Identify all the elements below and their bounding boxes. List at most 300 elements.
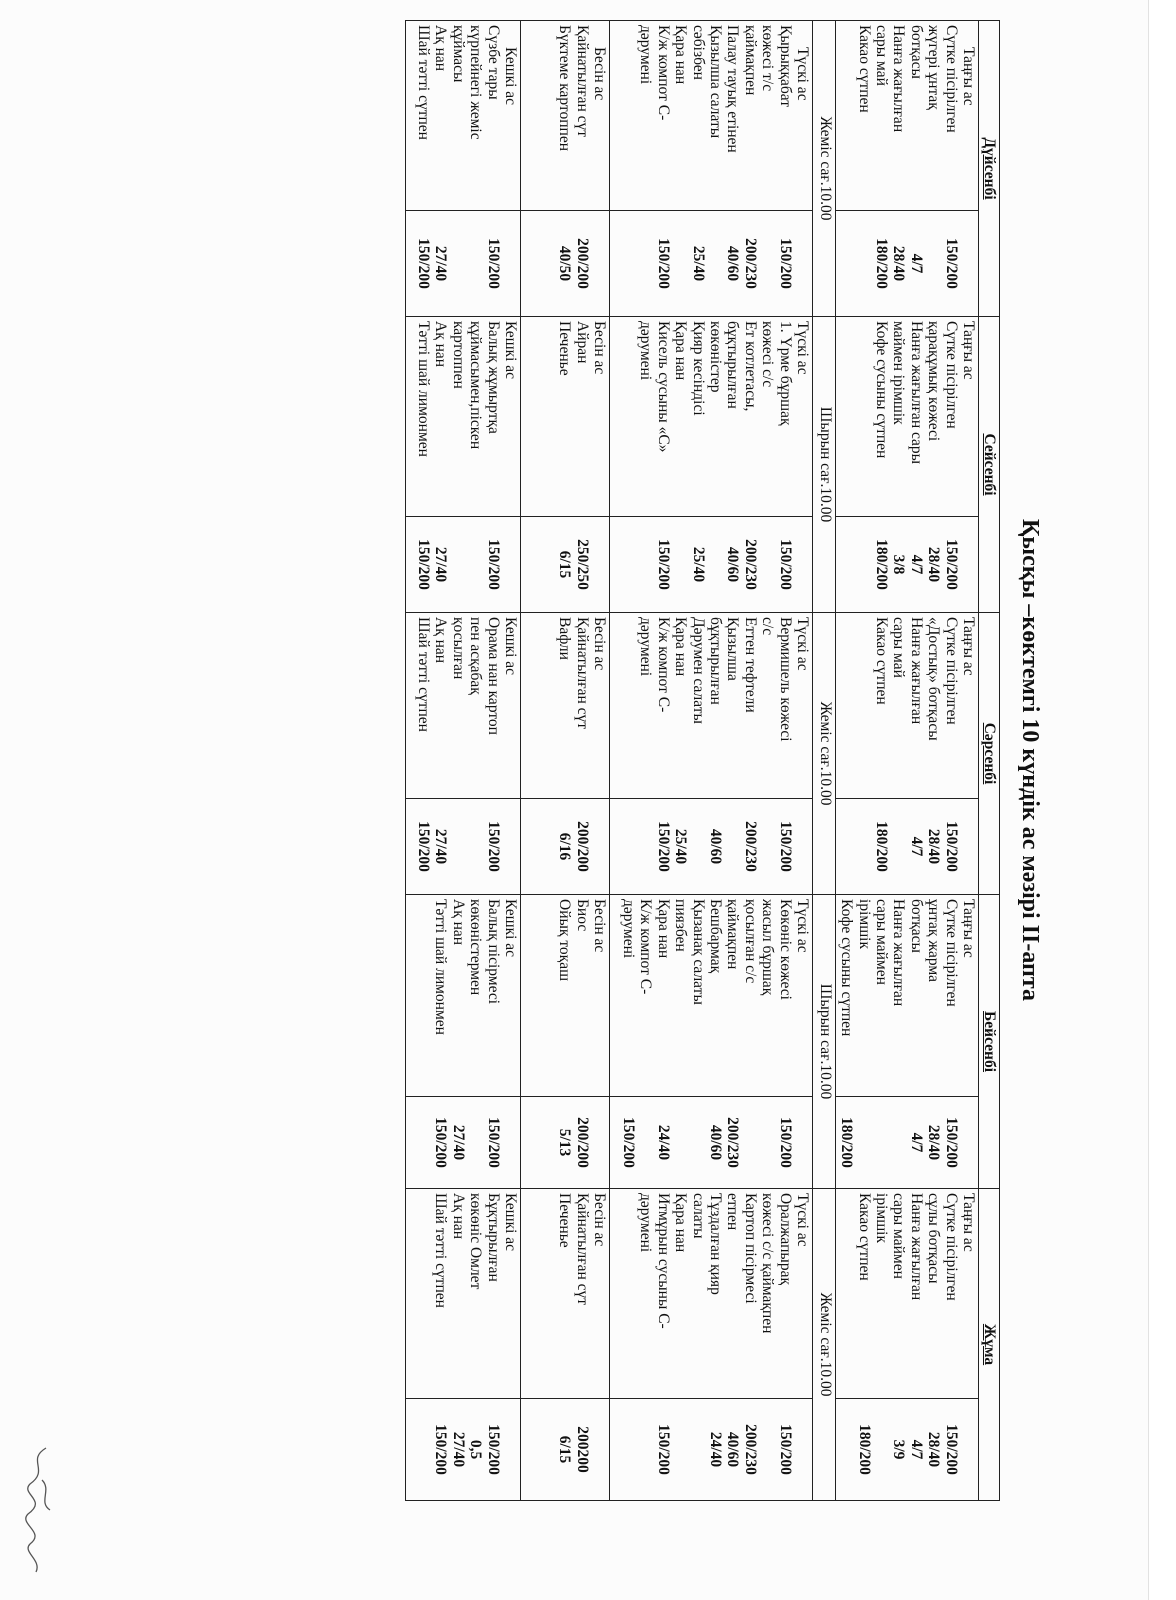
menu-item: Какао сүтпен [855, 1193, 873, 1281]
portion-amount [794, 521, 811, 608]
afternoon-row [521, 21, 610, 1501]
portion-amount: 180/200 [872, 821, 890, 872]
menu-item: сәбізбен [689, 25, 707, 80]
menu-item: Ет котлетасы, [741, 321, 759, 412]
portion-amount [637, 803, 654, 890]
portion-amount: 150/200 [942, 539, 960, 590]
day-header-wednesday: Сәрсенбі [979, 613, 1000, 895]
menu-item: пиязбен [672, 899, 690, 952]
portion-amount [707, 521, 724, 608]
portion-amount [591, 521, 608, 608]
menu-item: Нанға жағылған [907, 1193, 925, 1301]
portion-amount: 150/200 [654, 1424, 672, 1475]
menu-item: ірімшік [855, 899, 873, 949]
portion-amount: 27/40 [449, 1431, 467, 1468]
menu-item: Қара нан [672, 617, 690, 677]
portion-amount: 150/200 [414, 238, 432, 289]
portion-amount [449, 215, 466, 312]
menu-item: сұлы ботқасы [925, 1193, 943, 1284]
portion-amount [502, 1101, 519, 1184]
lunch-amounts-tuesday [610, 517, 813, 613]
menu-item: қарақұмық көжесі [925, 321, 943, 442]
menu-item: Таңғы ас [960, 899, 977, 958]
portion-amount: 27/40 [432, 245, 450, 282]
afternoon-amounts-friday [521, 1399, 610, 1501]
portion-amount [672, 215, 689, 312]
portion-amount [794, 215, 811, 312]
menu-item: ұнтақ жарма [925, 899, 943, 983]
portion-amount [925, 215, 942, 312]
portion-amount: 4/7 [907, 1132, 925, 1153]
menu-item: Қайнатылған сүт [573, 1193, 591, 1306]
portion-amount [724, 803, 741, 890]
portion-amount: 200/230 [741, 821, 759, 872]
portion-amount: 40/60 [724, 1431, 742, 1468]
portion-amount: 200/230 [741, 238, 759, 289]
page-title: Қысқы –көктемгі 10 күндік ас мәзірі II-апта [1017, 519, 1043, 1001]
portion-amount [759, 803, 776, 890]
portion-amount: 25/40 [689, 546, 707, 583]
menu-item: Итмұрын сусыны С- [654, 1193, 672, 1329]
menu-item: Бұқтырылған [484, 1193, 502, 1282]
lunch-items-friday [610, 1189, 813, 1399]
menu-item: Сүтке пісірілген [942, 617, 960, 725]
portion-amount: 28/40 [925, 1124, 943, 1161]
menu-item: Балық пісірмесі [484, 899, 502, 1005]
menu-item: Қара нан [654, 899, 672, 959]
portion-amount: 150/200 [654, 821, 672, 872]
portion-amount: 150/200 [942, 821, 960, 872]
portion-amount [759, 521, 776, 608]
menu-item: сары маймен [872, 899, 890, 985]
portion-amount: 180/200 [838, 1117, 856, 1168]
menu-item: көжесі с/с [759, 321, 777, 388]
dinner-amounts-tuesday [406, 517, 521, 613]
portion-amount [873, 1403, 890, 1496]
menu-item: Қара нан [672, 1193, 690, 1253]
menu-item: Түскі ас [794, 617, 811, 671]
menu-item: Таңғы ас [960, 617, 977, 676]
menu-item: К/ж компот С- [654, 25, 672, 121]
portion-amount: 150/200 [776, 821, 794, 872]
breakfast-items-wednesday [836, 613, 979, 799]
portion-amount: 28/40 [925, 828, 943, 865]
portion-amount: 0,5 [467, 1439, 485, 1460]
portion-amount [591, 803, 608, 890]
menu-item: Картоп пісірмесі [741, 1193, 759, 1304]
menu-item: қосылған [449, 617, 467, 680]
menu-item: Бесін ас [591, 899, 608, 953]
portion-amount [759, 1403, 776, 1496]
menu-item: Нанға жағылған [907, 617, 925, 725]
portion-amount: 150/200 [484, 1117, 502, 1168]
afternoon-items-wednesday [521, 613, 610, 799]
day-header-monday: Дүйсенбі [979, 21, 1000, 317]
menu-item: жүгері ұнтақ [925, 25, 943, 110]
portion-amount [502, 803, 519, 890]
portion-amount: 3/9 [890, 1439, 908, 1460]
menu-item: Бесін ас [591, 617, 608, 671]
menu-item: Түскі ас [794, 47, 811, 101]
day-header-row [979, 21, 1000, 1501]
snack-friday: Жеміс сағ.10.00 [813, 1189, 836, 1501]
menu-item: Кешкі ас [502, 321, 519, 380]
portion-amount [890, 803, 907, 890]
portion-amount [890, 1101, 907, 1184]
portion-amount [467, 521, 484, 608]
menu-item: Таңғы ас [960, 47, 977, 106]
lunch-amounts-friday [610, 1399, 813, 1501]
portion-amount: 5/13 [556, 1128, 574, 1157]
menu-item: 1. Үрме бұршақ [776, 321, 794, 426]
menu-item: көкөніс Омлет [467, 1193, 485, 1290]
afternoon-amounts-tuesday [521, 517, 610, 613]
menu-item: көжесі с/с қаймақпен [759, 1193, 777, 1334]
portion-amount [672, 521, 689, 608]
afternoon-items-friday [521, 1189, 610, 1399]
menu-item: салаты [689, 1193, 707, 1239]
menu-item: сары май [890, 617, 908, 678]
afternoon-amounts-monday [521, 211, 610, 317]
portion-amount [637, 1403, 654, 1496]
portion-amount: 150/200 [654, 238, 672, 289]
portion-amount [672, 1101, 689, 1184]
lunch-row [610, 21, 813, 1501]
portion-amount [794, 1101, 811, 1184]
portion-amount [689, 1403, 706, 1496]
portion-amount: 28/40 [925, 546, 943, 583]
portion-amount [689, 1101, 706, 1184]
portion-amount: 150/200 [484, 539, 502, 590]
menu-item: сары маймен [890, 1193, 908, 1279]
menu-item: дәрумені [619, 899, 637, 959]
menu-item: Айран [573, 321, 591, 364]
menu-item: Ақ нан [432, 321, 450, 368]
portion-amount: 40/60 [706, 1124, 724, 1161]
portion-amount: 27/40 [432, 828, 450, 865]
menu-item: Еттен тефтели [741, 617, 759, 713]
menu-item: Сүтке пісірілген [942, 321, 960, 429]
portion-amount [741, 1101, 758, 1184]
lunch-items-thursday [610, 895, 813, 1097]
breakfast-row [836, 21, 979, 1501]
portion-amount: 150/200 [432, 1117, 450, 1168]
lunch-amounts-wednesday [610, 799, 813, 895]
portion-amount: 200/230 [741, 539, 759, 590]
menu-item: Балық жұмыртқа [484, 321, 502, 434]
dinner-items-friday [406, 1189, 521, 1399]
menu-item: жасыл бұршақ [759, 899, 777, 996]
portion-amount: 150/200 [619, 1117, 637, 1168]
menu-item: ботқасы [907, 25, 925, 79]
portion-amount: 4/7 [907, 253, 925, 274]
menu-item: Бешбармақ [706, 899, 724, 974]
portion-amount [467, 215, 484, 312]
menu-item: К/ж компот С- [637, 899, 655, 995]
portion-amount [502, 215, 519, 312]
menu-item: Көкөніс көжесі [776, 899, 794, 1000]
portion-amount: 200/230 [724, 1117, 742, 1168]
menu-item: Қызылша [724, 617, 742, 681]
portion-amount: 40/60 [724, 245, 742, 282]
portion-amount: 150/200 [432, 1424, 450, 1475]
portion-amount [759, 1101, 776, 1184]
portion-amount: 28/40 [925, 1431, 943, 1468]
afternoon-amounts-thursday [521, 1097, 610, 1189]
portion-amount [855, 215, 872, 312]
menu-item: бұқтырылған [706, 617, 724, 705]
afternoon-amounts-wednesday [521, 799, 610, 895]
menu-item: Түскі ас [794, 1193, 811, 1247]
breakfast-amounts-thursday [836, 1097, 979, 1189]
menu-item: көкөністермен [467, 899, 485, 996]
day-header-friday: Жұма [979, 1189, 1000, 1501]
lunch-amounts-thursday [610, 1097, 813, 1189]
day-header-tuesday: Сейсенбі [979, 317, 1000, 613]
dinner-items-wednesday [406, 613, 521, 799]
menu-item: Нанға жағылған [890, 25, 908, 133]
menu-item: Қызанақ салаты [689, 899, 707, 1005]
menu-item: Қырыққабат [776, 25, 794, 107]
portion-amount: 25/40 [672, 828, 690, 865]
menu-item: қаймақпен [741, 25, 759, 96]
menu-item: құймасы [449, 25, 467, 83]
portion-amount: 150/200 [942, 1117, 960, 1168]
menu-item: Орама нан картоп [484, 617, 502, 735]
portion-amount: 180/200 [855, 1424, 873, 1475]
menu-item: Какао сүтпен [855, 25, 873, 113]
portion-amount [637, 215, 654, 312]
dinner-items-tuesday [406, 317, 521, 517]
portion-amount: 180/200 [872, 539, 890, 590]
menu-item: Сүзбе тары [484, 25, 502, 100]
portion-amount [960, 803, 977, 890]
afternoon-items-thursday [521, 895, 610, 1097]
portion-amount: 4/7 [907, 1439, 925, 1460]
portion-amount: 6/15 [556, 550, 574, 579]
portion-amount: 150/200 [776, 1117, 794, 1168]
afternoon-items-tuesday [521, 317, 610, 517]
portion-amount [759, 215, 776, 312]
portion-amount [637, 521, 654, 608]
snack-thursday: Шырын сағ.10.00 [813, 895, 836, 1189]
portion-amount [467, 1101, 484, 1184]
snack-wednesday: Жеміс сағ.10.00 [813, 613, 836, 895]
menu-item: Биос [573, 899, 591, 932]
menu-item: Шай тәтті сүтпен [432, 1193, 450, 1308]
menu-item: Тұздалған қияр [706, 1193, 724, 1295]
menu-item: Кофе сусыны сүтпен [838, 899, 856, 1037]
portion-amount [707, 215, 724, 312]
dinner-row [406, 21, 521, 1501]
menu-item: Палау тауық етінен [724, 25, 742, 153]
snack-tuesday: Шырын сағ.10.00 [813, 317, 836, 613]
portion-amount: 150/200 [484, 821, 502, 872]
menu-item: дәрумені [637, 1193, 655, 1253]
portion-amount: 150/200 [414, 539, 432, 590]
portion-amount [591, 215, 608, 312]
menu-item: пен асқабақ [467, 617, 485, 695]
menu-item: ірімшік [872, 1193, 890, 1243]
portion-amount [502, 521, 519, 608]
dinner-items-thursday [406, 895, 521, 1097]
rotated-document [240, 20, 1060, 1500]
menu-item: Сүтке пісірілген [942, 25, 960, 133]
menu-item: Тәтті шай лимонмен [432, 899, 450, 1035]
menu-item: Қайнатылған сүт [573, 25, 591, 138]
menu-item: күрпейнегі жеміс [467, 25, 485, 140]
portion-amount: 40/60 [724, 546, 742, 583]
portion-amount: 200/200 [573, 238, 591, 289]
menu-item: Печенье [556, 1193, 574, 1248]
portion-amount [689, 803, 706, 890]
menu-item: көжесі т/с [759, 25, 777, 92]
menu-item: Түскі ас [794, 899, 811, 953]
menu-item: Бесін ас [591, 1193, 608, 1247]
breakfast-items-friday [836, 1189, 979, 1399]
portion-amount [502, 1403, 519, 1496]
menu-item: қосылған с/с [741, 899, 759, 984]
portion-amount: 150/200 [776, 238, 794, 289]
portion-amount: 200/200 [573, 821, 591, 872]
menu-item: Ойық тоқаш [556, 899, 574, 982]
portion-amount: 150/200 [776, 1424, 794, 1475]
menu-item: Қызылша салаты [706, 25, 724, 139]
menu-item: Түскі ас [794, 321, 811, 375]
menu-item: ботқасы [907, 899, 925, 953]
menu-item: Шай тәтті сүтпен [414, 25, 432, 140]
portion-amount [591, 1101, 608, 1184]
menu-item: Кешкі ас [502, 1193, 519, 1252]
dinner-amounts-friday [406, 1399, 521, 1501]
menu-item: бұқтырылған [724, 321, 742, 409]
portion-amount: 24/40 [654, 1124, 672, 1161]
portion-amount: 25/40 [689, 245, 707, 282]
portion-amount: 40/50 [556, 245, 574, 282]
breakfast-items-tuesday [836, 317, 979, 517]
dinner-amounts-thursday [406, 1097, 521, 1189]
menu-item: Қара нан [672, 25, 690, 85]
menu-item: Сүтке пісірілген [942, 1193, 960, 1301]
portion-amount [960, 521, 977, 608]
dinner-amounts-wednesday [406, 799, 521, 895]
portion-amount [855, 1101, 872, 1184]
menu-item: құймасымен,піскен [467, 321, 485, 450]
menu-item: Қияр кесіндісі [689, 321, 707, 416]
menu-item: сары май [872, 25, 890, 86]
dinner-amounts-monday [406, 211, 521, 317]
portion-amount [449, 521, 466, 608]
breakfast-items-monday [836, 21, 979, 211]
breakfast-amounts-wednesday [836, 799, 979, 895]
menu-item: Таңғы ас [960, 321, 977, 380]
menu-item: К/ж компот С- [654, 617, 672, 713]
menu-item: Бесін ас [591, 47, 608, 101]
portion-amount [467, 803, 484, 890]
menu-item: картоппен [449, 321, 467, 389]
menu-item: Сүтке пісірілген [942, 899, 960, 1007]
afternoon-items-monday [521, 21, 610, 211]
portion-amount [449, 803, 466, 890]
menu-item: Кешкі ас [502, 899, 519, 958]
menu-item: Кисель сусыны «С» [654, 321, 672, 453]
snack-monday: Жеміс сағ.10.00 [813, 21, 836, 317]
portion-amount [794, 803, 811, 890]
portion-amount: 150/200 [484, 238, 502, 289]
portion-amount: 27/40 [432, 546, 450, 583]
menu-item: Печенье [556, 321, 574, 376]
dinner-items-monday [406, 21, 521, 211]
menu-item: дәрумені [637, 25, 655, 85]
portion-amount: 28/40 [890, 245, 908, 282]
menu-item: Дәрумен салаты [689, 617, 707, 724]
portion-amount [794, 1403, 811, 1496]
portion-amount: 200/200 [573, 1117, 591, 1168]
menu-item: дәрумені [637, 617, 655, 677]
lunch-amounts-monday [610, 211, 813, 317]
portion-amount [591, 1403, 608, 1496]
menu-item: Таңғы ас [960, 1193, 977, 1252]
menu-item: Қара нан [672, 321, 690, 381]
menu-item: Кофе сусыны сүтпен [872, 321, 890, 459]
menu-item: Ақ нан [449, 899, 467, 946]
menu-item: Кешкі ас [502, 617, 519, 676]
lunch-items-tuesday [610, 317, 813, 517]
breakfast-amounts-tuesday [836, 517, 979, 613]
menu-item: Бесін ас [591, 321, 608, 375]
menu-item: Кешкі ас [502, 47, 519, 106]
menu-item: с/с [759, 617, 777, 636]
portion-amount [960, 215, 977, 312]
menu-item: Вермишель көжесі [776, 617, 794, 742]
portion-amount: 6/16 [556, 832, 574, 861]
portion-amount: 6/15 [556, 1435, 574, 1464]
portion-amount [637, 1101, 654, 1184]
menu-item: Какао сүтпен [872, 617, 890, 705]
menu-item: Қайнатылған сүт [573, 617, 591, 730]
handwritten-signature [16, 1440, 62, 1590]
portion-amount: 150/200 [654, 539, 672, 590]
menu-item: «Достық» ботқасы [925, 617, 943, 741]
breakfast-amounts-friday [836, 1399, 979, 1501]
menu-item: етпен [724, 1193, 742, 1231]
menu-item: Ақ нан [432, 25, 450, 72]
menu-item: Нанға жағылған [890, 899, 908, 1007]
portion-amount [873, 1101, 890, 1184]
portion-amount: 180/200 [872, 238, 890, 289]
portion-amount: 3/8 [890, 554, 908, 575]
menu-item: Вафли [556, 617, 574, 660]
portion-amount [960, 1403, 977, 1496]
portion-amount: 40/60 [706, 828, 724, 865]
portion-amount: 150/200 [484, 1424, 502, 1475]
menu-table [405, 20, 1000, 1501]
breakfast-items-thursday [836, 895, 979, 1097]
portion-amount: 200200 [573, 1426, 591, 1473]
portion-amount: 24/40 [706, 1431, 724, 1468]
portion-amount: 150/200 [414, 821, 432, 872]
day-header-thursday: Бейсенбі [979, 895, 1000, 1189]
menu-item: маймен ірімшік [890, 321, 908, 425]
portion-amount: 27/40 [449, 1124, 467, 1161]
menu-item: Нанға жағылған сары [907, 321, 925, 465]
portion-amount: 200/230 [741, 1424, 759, 1475]
menu-item: Оралжапырақ [776, 1193, 794, 1285]
portion-amount: 150/200 [942, 1424, 960, 1475]
menu-item: дәрумені [637, 321, 655, 381]
lunch-items-monday [610, 21, 813, 211]
menu-item: Бүктеме картоппен [556, 25, 574, 151]
